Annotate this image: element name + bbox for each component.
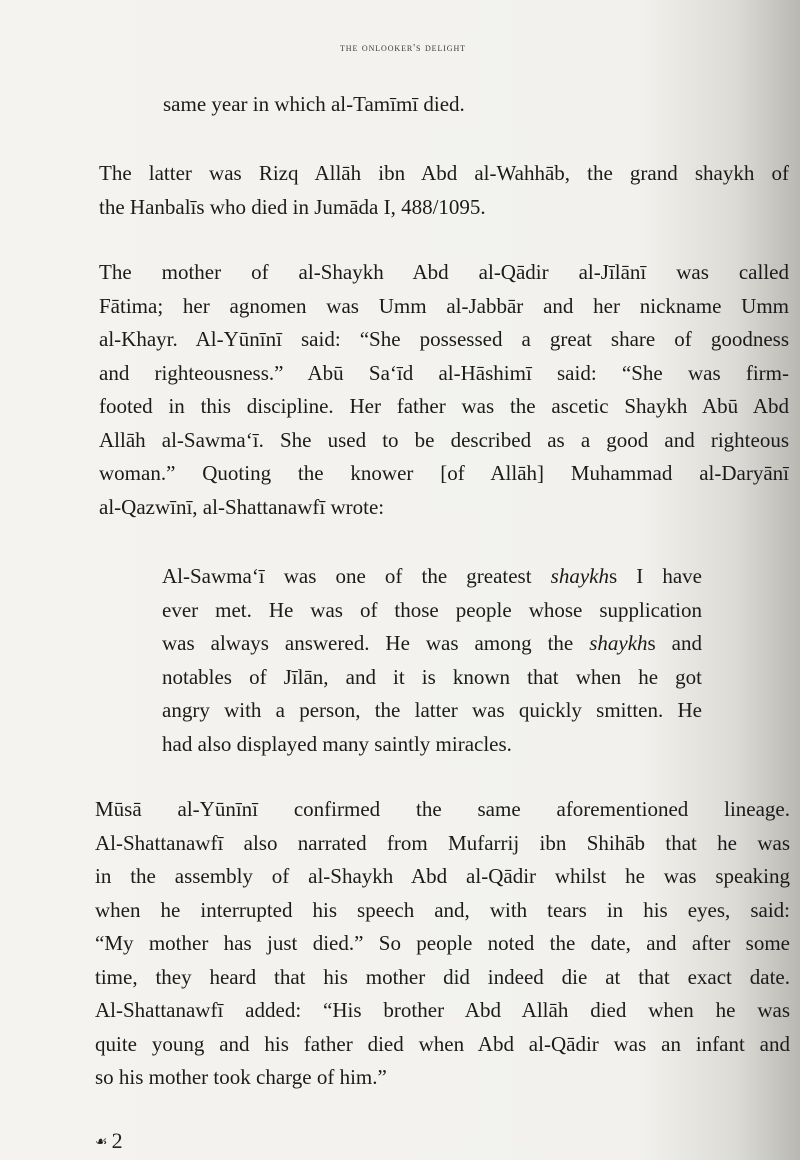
quote-line: had also displayed many saintly miracles.: [162, 731, 512, 756]
paragraph-3: [95, 793, 790, 1095]
text-line: The mother of al-Shaykh Abd al-Qādir al-Jīlānī was called: [99, 260, 789, 284]
text-line: when he interrupted his speech and, with tears in his eyes, said:: [95, 897, 790, 922]
text-line: al-Qazwīnī, al-Shattanawfī wrote:: [99, 494, 385, 519]
running-head: [340, 42, 466, 54]
intro-line: [163, 88, 723, 122]
text-line: Fātima; her agnomen was Umm al-Jabbār and her nickname Umm: [99, 293, 789, 318]
text-line: Al-Shattanawfī added: “His brother Abd Allāh died when he was: [95, 998, 790, 1022]
text-line: in the assembly of al-Shaykh Abd al-Qādir whilst he was speaking: [95, 864, 790, 888]
text-line: The latter was Rizq Allāh ibn Abd al-Wahhāb, the grand shaykh of: [99, 161, 789, 185]
text-line: footed in this discipline. Her father was the ascetic Shaykh Abū Abd: [99, 394, 789, 418]
quote-italic: shaykh: [589, 631, 648, 655]
quote-text: was always answered. He was among the: [162, 631, 590, 655]
text-line: Al-Shattanawfī also narrated from Mufarrij ibn Shihāb that he was: [95, 830, 790, 855]
quote-text: s I have: [608, 564, 702, 588]
text-line: so his mother took charge of him.”: [95, 1065, 387, 1089]
quote-line: [162, 560, 702, 594]
paragraph-1: [99, 157, 789, 224]
text-line: Allāh al-Sawma‘ī. She used to be described as a good and righteous: [99, 427, 789, 452]
page-folio: [95, 1128, 123, 1154]
text-line: woman.” Quoting the knower [of Allāh] Muhammad al-Daryānī: [99, 461, 789, 485]
page-number: 2: [111, 1128, 123, 1153]
text-line: and righteousness.” Abū Sa‘īd al-Hāshimī said: “She was firm-: [99, 360, 789, 385]
text-line: time, they heard that his mother did indeed die at that exact date.: [95, 964, 790, 989]
quote-line: notables of Jīlān, and it is known that when he got: [162, 664, 702, 689]
block-quote: [162, 560, 702, 761]
paragraph-2: [99, 256, 789, 524]
quote-italic: shaykh: [550, 564, 609, 588]
text-line: same year in which al-Tamīmī died.: [163, 92, 465, 116]
text-line: quite young and his father died when Abd al-Qādir was an infant and: [95, 1031, 790, 1056]
quote-text: s and: [647, 631, 702, 655]
quote-line: angry with a person, the latter was quickly smitten. He: [162, 698, 702, 722]
quote-line: [162, 627, 702, 661]
running-head-text: the onlooker's delight: [340, 42, 466, 54]
quote-text: Al-Sawma‘ī was one of the greatest: [162, 564, 551, 588]
text-line: “My mother has just died.” So people noted the date, and after some: [95, 931, 790, 955]
text-line: al-Khayr. Al-Yūnīnī said: “She possessed a great share of goodness: [99, 327, 789, 351]
text-line: Mūsā al-Yūnīnī confirmed the same aforementioned lineage.: [95, 797, 790, 821]
text-line: the Hanbalīs who died in Jumāda I, 488/1095.: [99, 194, 486, 219]
fleuron-icon: ☙: [95, 1135, 108, 1151]
quote-line: ever met. He was of those people whose supplication: [162, 597, 702, 622]
